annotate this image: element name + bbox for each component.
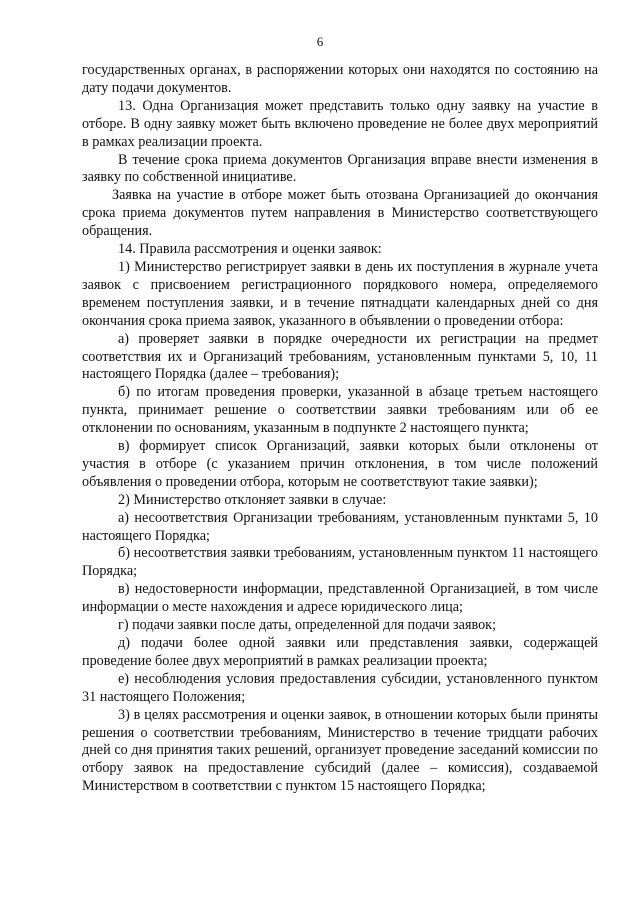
paragraph: б) по итогам проведения проверки, указанной в абзаце третьем настоящего пункта, принимает решение о соответствии заявки требованиям или об ее отклонении по основаниям, указанным в подпункте 2 настоящего пункта; [82,384,598,437]
paragraph: в) формирует список Организаций, заявки которых были отклонены от участия в отборе (с указанием причин отклонения, в том числе положений объявления о проведении отбора, которым не соответствуют такие заявки); [82,438,598,490]
paragraph: 13. Одна Организация может представить только одну заявку на участие в отборе. В одну заявку может быть включено проведение не более двух мероприятий в рамках реализации проекта. [82,97,598,150]
paragraph: г) подачи заявки после даты, определенной для подачи заявок; [118,617,497,634]
paragraph: а) проверяет заявки в порядке очередности их регистрации на предмет соответствия их и Организаций требованиям, установленным пунктами 5, 10, 11 настоящего Порядка (далее – требования); [82,330,598,383]
paragraph: д) подачи более одной заявки или представления заявки, содержащей проведение более двух мероприятий в рамках реализации проекта; [82,635,598,669]
paragraph: Заявка на участие в отборе может быть отозвана Организацией до окончания срока приема документов путем направления в Министерство соответствующего обращения. [82,187,598,240]
paragraph: в) недостоверности информации, представленной Организацией, в том числе информации о месте нахождения и адресе юридического лица; [82,581,598,616]
paragraph: 3) в целях рассмотрения и оценки заявок, в отношении которых были приняты решения о соответствии требованиям, Министерство в течение тридцати рабочих дней со дня принятия таких решений, организует проведение заседаний комиссии по отбору заявок на предоставление субсидий (далее – комиссия), создаваемой Министерством в соответствии с пунктом 15 настоящего Порядка; [82,706,598,795]
paragraph: В течение срока приема документов Организация вправе внести изменения в заявку по собственной инициативе. [82,151,598,186]
paragraph: б) несоответствия заявки требованиям, установленным пунктом 11 настоящего Порядка; [82,545,598,580]
paragraph: е) несоблюдения условия предоставления субсидии, установленного пунктом 31 настоящего Положения; [82,670,598,705]
paragraph: 1) Министерство регистрирует заявки в день их поступления в журнале учета заявок с присвоением регистрационного порядкового номера, определяемого временем поступления заявки, и в течение пятнадцати календарных дней со дня окончания срока приема заявок, указанного в объявлении о проведении отбора: [82,258,598,329]
paragraph: государственных органах, в распоряжении которых они находятся по состоянию на дату подачи документов. [82,62,598,96]
paragraph: 14. Правила рассмотрения и оценки заявок: [118,241,382,258]
document-body [82,62,598,796]
paragraph: 2) Министерство отклоняет заявки в случае: [118,491,387,508]
page-number: 6 [316,34,324,49]
paragraph: а) несоответствия Организации требованиям, установленным пунктами 5, 10 настоящего Порядка; [82,509,598,544]
